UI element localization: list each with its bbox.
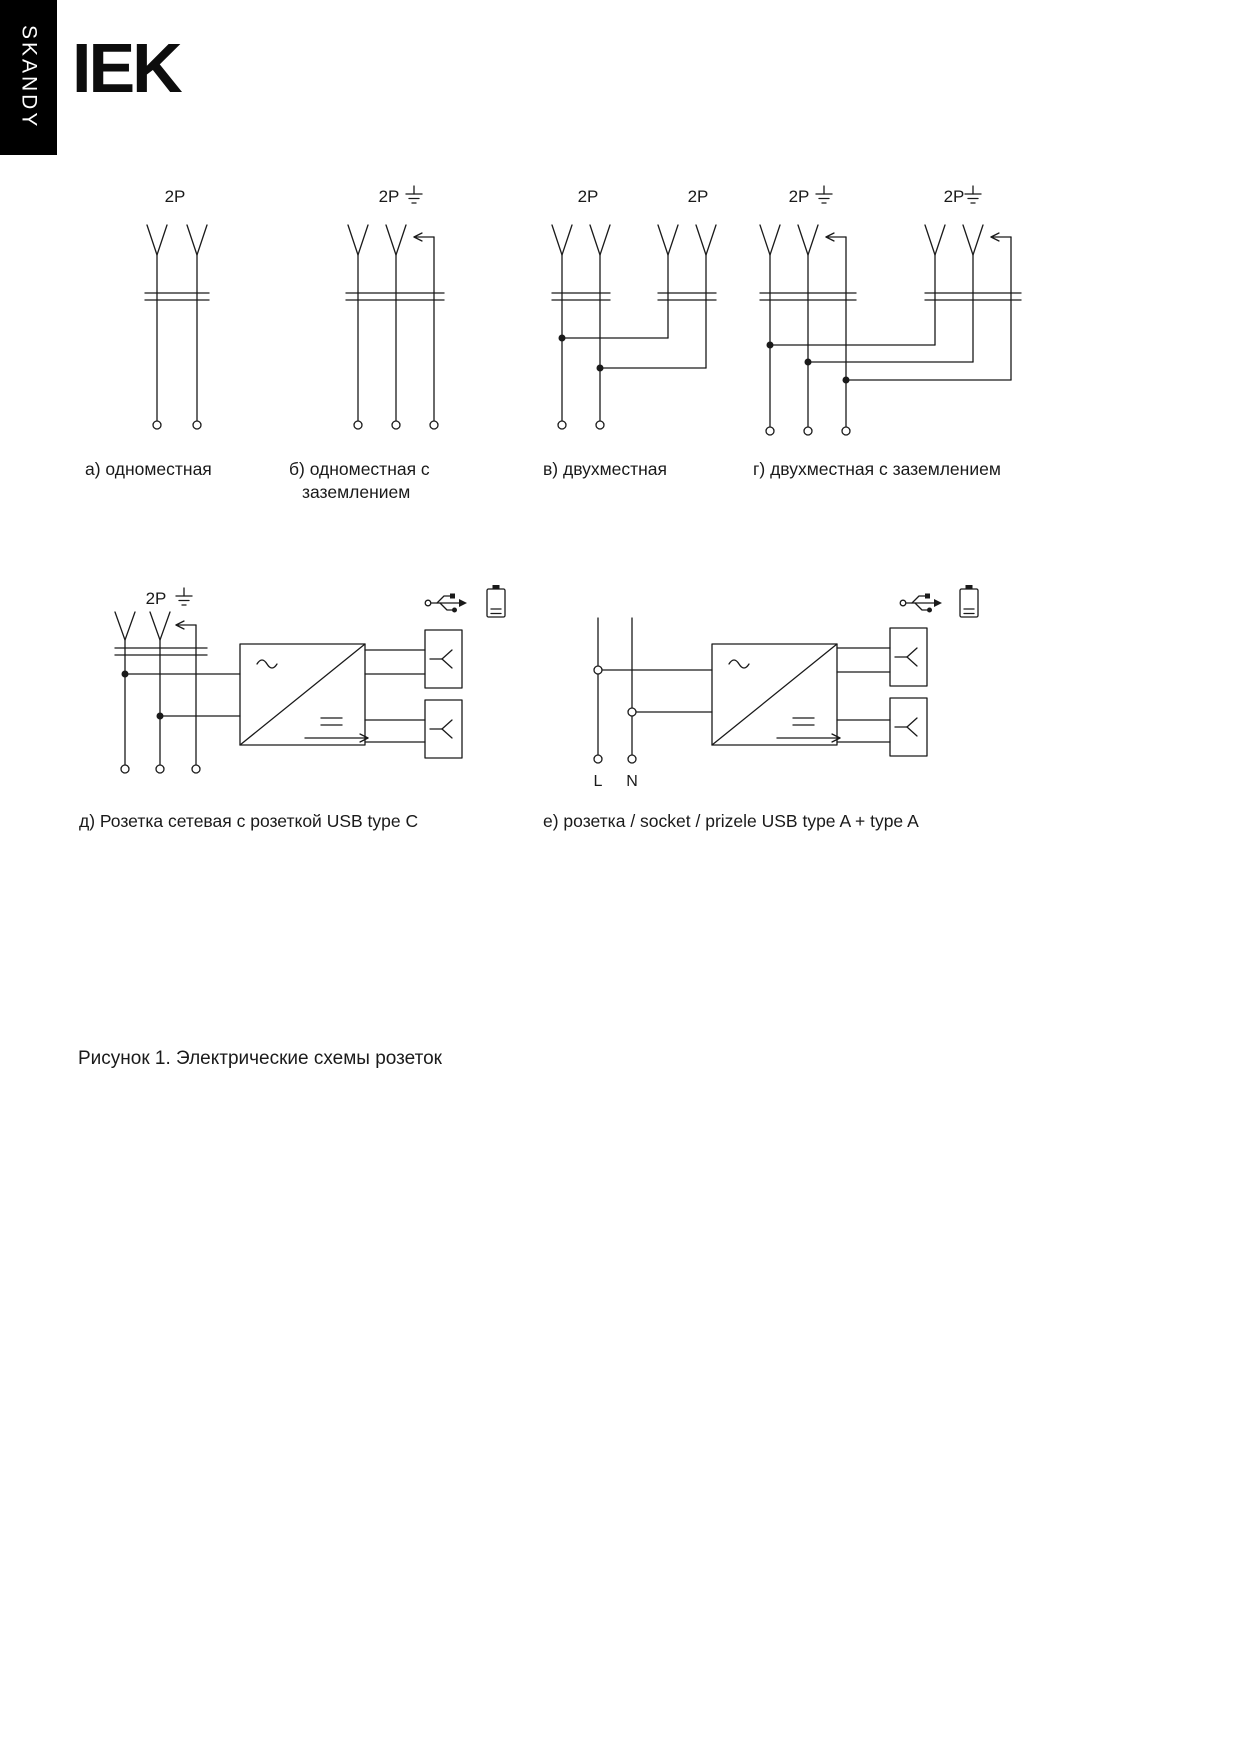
pole-count-label-left: 2P xyxy=(788,187,810,206)
caption-b-line2: заземлением xyxy=(302,482,411,502)
usb-output-socket-top xyxy=(890,628,927,686)
junction-dots xyxy=(559,335,604,372)
wires xyxy=(760,237,1021,427)
usb-output-socket-top xyxy=(425,630,462,688)
output-wires xyxy=(365,650,425,742)
caption-b-line1: б) одноместная с xyxy=(289,459,430,479)
ground-icon xyxy=(816,186,832,203)
brand-tab-label: SKANDY xyxy=(17,25,41,130)
acdc-converter-block xyxy=(712,644,840,745)
input-terminal-circles xyxy=(594,666,636,763)
caption-a xyxy=(85,458,212,481)
caption-v-text: в) двухместная xyxy=(543,459,668,479)
socket-contact-icon xyxy=(552,225,716,255)
caption-g xyxy=(753,458,1001,481)
terminal-circles xyxy=(121,765,200,773)
plug-pin-arrow-icon xyxy=(414,233,434,241)
ground-icon xyxy=(965,186,981,203)
diagram-b-single-socket-earthed xyxy=(338,180,463,440)
caption-b xyxy=(289,458,430,504)
figure-caption-text: Рисунок 1. Электрические схемы розеток xyxy=(78,1048,442,1069)
caption-e-text: е) розетка / socket / prizele USB type A + type A xyxy=(543,811,919,831)
terminal-circles xyxy=(354,421,438,429)
usb-icon xyxy=(425,594,467,613)
wires xyxy=(346,237,444,421)
pole-count-label-left: 2P xyxy=(577,187,599,206)
diagram-a-single-socket xyxy=(130,180,240,440)
diagram-e-socket-usb-type-a xyxy=(545,580,995,805)
ground-icon xyxy=(176,588,192,605)
caption-g-text: г) двухместная с заземлением xyxy=(753,459,1001,479)
ground-icon xyxy=(406,186,422,203)
caption-d-text: д) Розетка сетевая с розеткой USB type C xyxy=(79,811,419,831)
diagram-d-socket-usb-type-c xyxy=(75,580,525,795)
battery-icon xyxy=(487,585,505,617)
terminal-circles xyxy=(153,421,201,429)
usb-output-socket-bottom xyxy=(425,700,462,758)
junction-dots xyxy=(122,671,164,720)
pole-count-label: 2P xyxy=(378,187,400,206)
figure-caption xyxy=(78,1048,442,1070)
wires xyxy=(598,618,712,755)
socket-contact-icon xyxy=(115,612,170,640)
socket-contact-icon xyxy=(147,225,207,255)
pole-count-label-right: 2P xyxy=(943,187,965,206)
pole-count-label: 2P xyxy=(164,187,186,206)
terminal-label-n: N xyxy=(626,773,638,790)
plug-pin-arrow-icon xyxy=(826,233,1011,241)
usb-output-socket-bottom xyxy=(890,698,927,756)
plug-pin-arrow-icon xyxy=(176,621,196,629)
iek-logo: IEK xyxy=(72,29,180,107)
battery-icon xyxy=(960,585,978,617)
wires xyxy=(552,255,716,421)
wires xyxy=(115,625,240,765)
output-wires xyxy=(837,648,890,742)
caption-a-text: а) одноместная xyxy=(85,459,212,479)
terminal-label-l: L xyxy=(593,773,603,790)
ac-wave-icon xyxy=(257,660,277,668)
ac-wave-icon xyxy=(729,660,749,668)
terminal-circles xyxy=(558,421,604,429)
caption-d xyxy=(79,810,418,833)
socket-contact-icon xyxy=(760,225,983,255)
pole-count-label: 2P xyxy=(145,589,167,608)
diagram-g-double-socket-earthed xyxy=(755,180,1040,445)
usb-icon xyxy=(900,594,942,613)
socket-contact-icon xyxy=(348,225,406,255)
pole-count-label-right: 2P xyxy=(687,187,709,206)
wires xyxy=(145,255,209,421)
acdc-converter-block xyxy=(240,644,368,745)
brand-tab xyxy=(0,0,57,155)
caption-e xyxy=(543,810,919,833)
terminal-circles xyxy=(766,427,850,435)
caption-v xyxy=(543,458,667,481)
diagram-v-double-socket xyxy=(545,180,725,440)
